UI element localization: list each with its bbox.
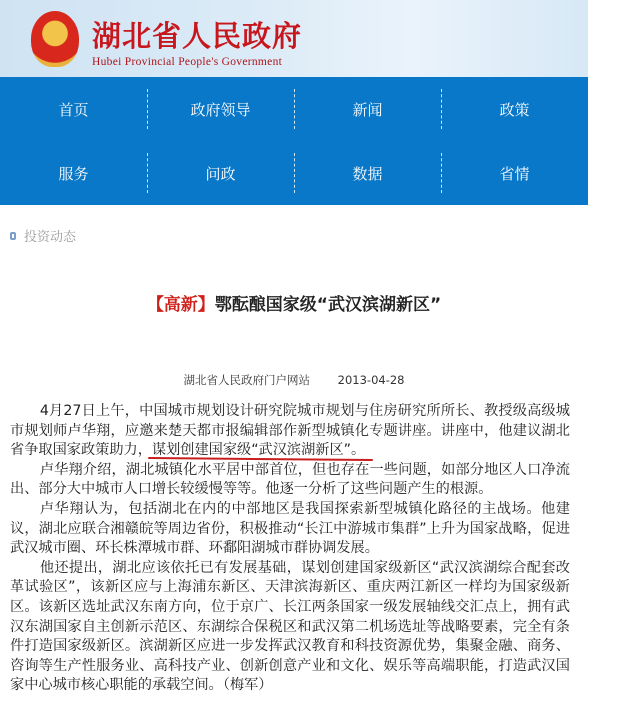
site-subtitle: Hubei Provincial People's Government bbox=[92, 56, 283, 68]
article-body bbox=[10, 402, 570, 696]
national-emblem-icon bbox=[31, 11, 79, 67]
breadcrumb-investment-news[interactable]: 投资动态 bbox=[24, 230, 77, 245]
article-title bbox=[0, 290, 588, 315]
nav-province-info[interactable]: 省情 bbox=[441, 141, 588, 205]
nav-inquiry[interactable]: 问政 bbox=[147, 141, 294, 205]
site-title[interactable]: 湖北省人民政府 bbox=[92, 19, 303, 53]
paragraph bbox=[10, 402, 570, 461]
main-nav bbox=[0, 77, 588, 205]
nav-data[interactable]: 数据 bbox=[294, 141, 441, 205]
article-title-text: 鄂酝酿国家级“武汉滨湖新区” bbox=[214, 295, 442, 315]
article-date: 2013-04-28 bbox=[337, 373, 405, 387]
paragraph-text: 。 bbox=[351, 442, 366, 459]
nav-news[interactable]: 新闻 bbox=[294, 77, 441, 141]
article-meta bbox=[0, 372, 588, 388]
article-tag: 【高新】 bbox=[146, 295, 215, 315]
site-banner bbox=[0, 0, 588, 77]
nav-policy[interactable]: 政策 bbox=[441, 77, 588, 141]
paragraph-text: 4月27日上午，中国城市规划设计研究院城市规划与住房研究所所长、教授级高级城市规划师卢华翔，应邀来楚天都市报编辑部作新型城镇化专题讲座。讲座中，他建议湖北省争取国家政策助力， bbox=[10, 403, 570, 459]
bullet-icon bbox=[10, 232, 16, 240]
underlined-highlight: 谋划创建国家级“武汉滨湖新区” bbox=[151, 442, 352, 459]
paragraph: 他还提出，湖北应该依托已有发展基础，谋划创建国家级新区“武汉滨湖综合配套改革试验区”，该新区应与上海浦东新区、天津滨海新区、重庆两江新区一样均为国家级新区。该新区选址武汉东南方向，位于京广、长江两条国家一级发展轴线交汇点上，拥有武汉东湖国家自主创新示范区、东湖综合保税区和武汉第二机场选址等战略要素，完全有条件打造国家级新区。滨湖新区应进一步发挥武汉教育和科技资源优势，集聚金融、商务、咨询等生产性服务业、高科技产业、创新创意产业和文化、娱乐等高端职能，打造武汉国家中心城市核心职能的承载空间。（梅军） bbox=[10, 559, 570, 694]
nav-home[interactable]: 首页 bbox=[58, 100, 89, 119]
breadcrumb bbox=[10, 226, 76, 245]
article-source: 湖北省人民政府门户网站 bbox=[183, 373, 310, 387]
paragraph: 卢华翔介绍，湖北城镇化水平居中部首位，但也存在一些问题，如部分地区人口净流出、部分大中城市人口增长较缓慢等等。他逐一分析了这些问题产生的根源。 bbox=[10, 461, 570, 498]
nav-leaders[interactable]: 政府领导 bbox=[147, 77, 294, 141]
paragraph: 卢华翔认为，包括湖北在内的中部地区是我国探索新型城镇化路径的主战场。他建议，湖北应联合湘赣皖等周边省份，积极推动“长江中游城市集群”上升为国家战略，促进武汉城市圈、环长株潭城市群、环鄱阳湖城市群协调发展。 bbox=[10, 500, 570, 557]
nav-services[interactable]: 服务 bbox=[58, 164, 89, 183]
